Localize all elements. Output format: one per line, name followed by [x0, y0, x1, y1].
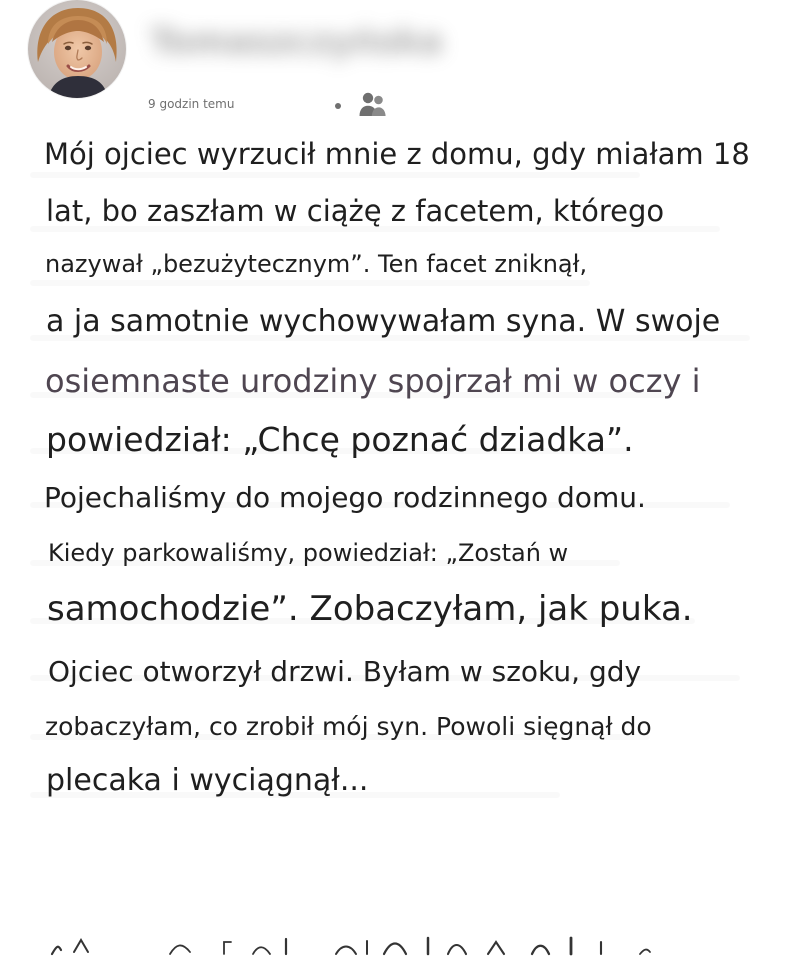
- post-line-3: nazywał „bezużytecznym”. Ten facet zniknął,: [45, 250, 588, 278]
- post-line-7: Pojechaliśmy do mojego rodzinnego domu.: [44, 481, 646, 514]
- author-name[interactable]: Tomaszczyńska: [150, 22, 443, 62]
- footer-scribble: [50, 930, 670, 960]
- post-line-5: osiemnaste urodziny spojrzał mi w oczy i: [45, 362, 701, 400]
- post-line-2: lat, bo zaszłam w ciążę z facetem, którego: [46, 194, 665, 228]
- post-line-1: Mój ojciec wyrzucił mnie z domu, gdy miałam 18: [44, 137, 750, 171]
- post-line-11: zobaczyłam, co zrobił mój syn. Powoli sięgnął do: [45, 712, 652, 741]
- post-line-8: Kiedy parkowaliśmy, powiedział: „Zostań w: [48, 539, 569, 567]
- post-line-6: powiedział: „Chcę poznać dziadka”.: [46, 420, 634, 459]
- post-line-10: Ojciec otworzył drzwi. Byłam w szoku, gdy: [48, 655, 642, 688]
- post-line-4: a ja samotnie wychowywałam syna. W swoje: [46, 304, 721, 339]
- post-line-9: samochodzie”. Zobaczyłam, jak puka.: [47, 589, 693, 629]
- post-line-12: plecaka i wyciągnął...: [46, 763, 369, 798]
- post-timestamp[interactable]: 9 godzin temu: [148, 97, 235, 111]
